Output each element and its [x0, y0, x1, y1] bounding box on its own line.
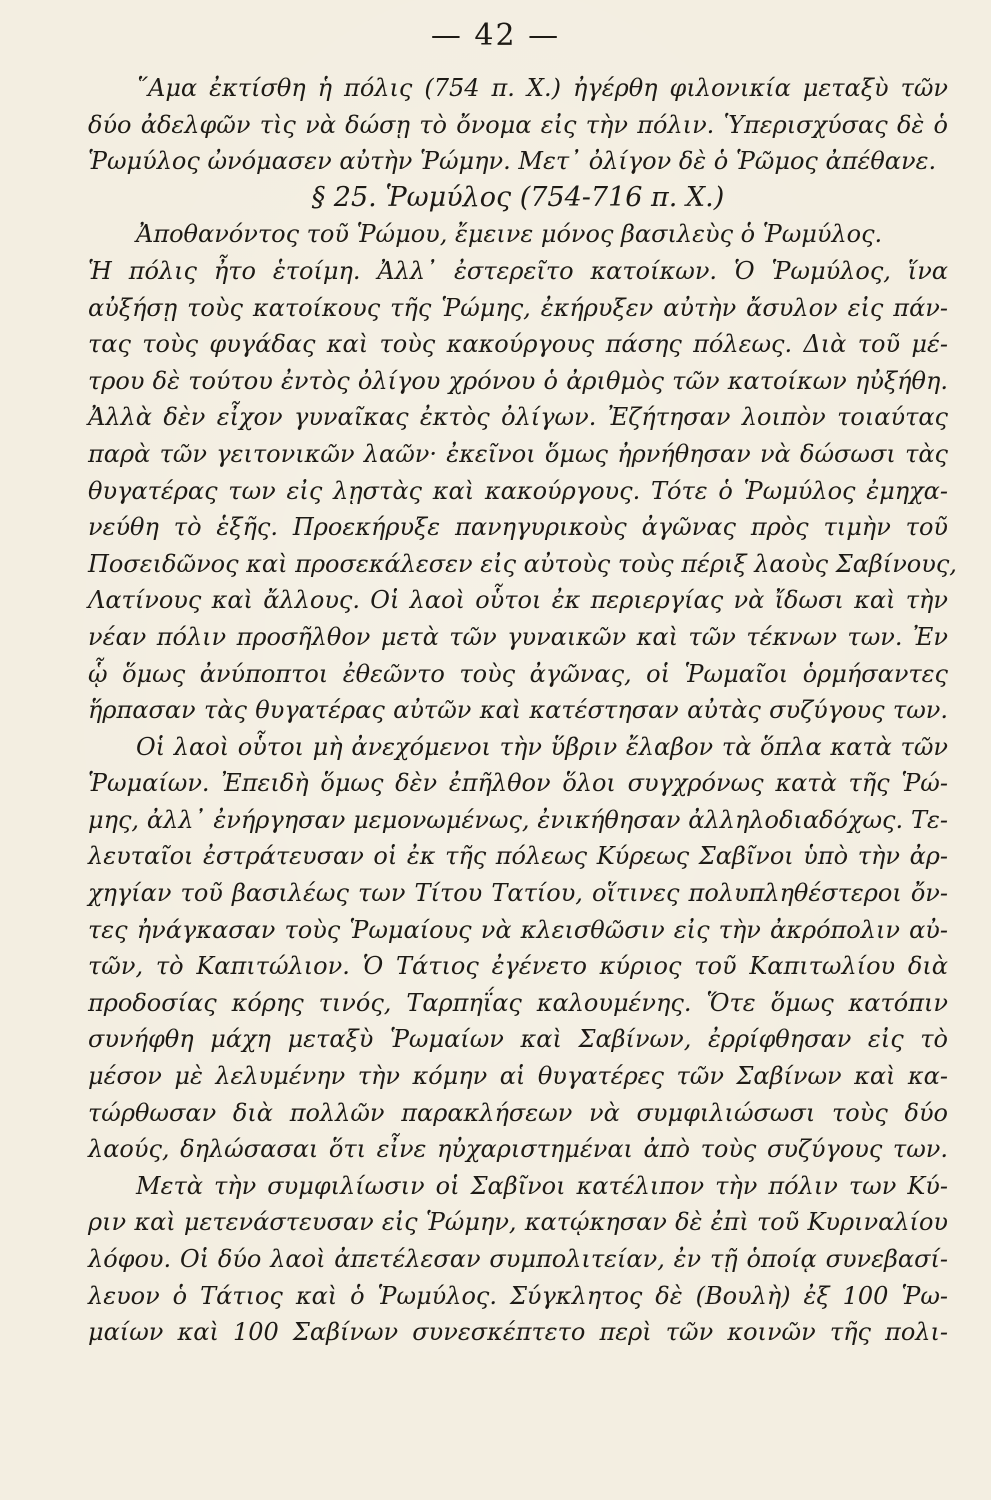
- text-line: τας τοὺς φυγάδας καὶ τοὺς κακούργους πάσης πόλεως. Διὰ τοῦ μέ-: [88, 330, 948, 359]
- text-line: νεύθη τὸ ἑξῆς. Προεκήρυξε πανηγυρικοὺς ἀγῶνας πρὸς τιμὴν τοῦ: [88, 513, 948, 542]
- text-line: παρὰ τῶν γειτονικῶν λαῶν· ἐκεῖνοι ὅμως ἠρνήθησαν νὰ δώσωσι τὰς: [88, 439, 948, 468]
- text-line: Ἀλλὰ δὲν εἶχον γυναῖκας ἐκτὸς ὀλίγων. Ἐζήτησαν λοιπὸν τοιαύτας: [88, 403, 948, 432]
- page-number: — 42 —: [430, 18, 561, 53]
- text-line: Ῥωμαίων. Ἐπειδὴ ὅμως δὲν ἐπῆλθον ὅλοι συγχρόνως κατὰ τῆς Ῥώ-: [88, 769, 948, 798]
- text-line: ῞Αμα ἐκτίσθη ἡ πόλις (754 π. Χ.) ἠγέρθη φιλονικία μεταξὺ τῶν: [136, 74, 948, 102]
- text-line: λευον ὁ Τάτιος καὶ ὁ Ῥωμύλος. Σύγκλητος δὲ (Βουλὴ) ἐξ 100 Ῥω-: [88, 1281, 948, 1310]
- text-line: Ἀποθανόντος τοῦ Ῥώμου, ἔμεινε μόνος βασιλεὺς ὁ Ῥωμύλος.: [136, 220, 883, 249]
- text-line: Μετὰ τὴν συμφιλίωσιν οἱ Σαβῖνοι κατέλιπον τὴν πόλιν των Κύ-: [136, 1171, 948, 1200]
- text-line: χηγίαν τοῦ βασιλέως των Τίτου Τατίου, οἵτινες πολυπληθέστεροι ὄν-: [88, 879, 948, 908]
- text-line: Ἡ πόλις ἦτο ἑτοίμη. Ἀλλ᾽ ἐστερεῖτο κατοίκων. Ὁ Ῥωμύλος, ἵνα: [88, 256, 948, 285]
- text-line: ριν καὶ μετενάστευσαν εἰς Ῥώμην, κατῴκησαν δὲ ἐπὶ τοῦ Κυριναλίου: [88, 1208, 948, 1237]
- text-line: αὐξήσῃ τοὺς κατοίκους τῆς Ῥώμης, ἐκήρυξεν αὐτὴν ἄσυλον εἰς πάν-: [88, 293, 948, 322]
- text-line: Ῥωμύλος ὠνόμασεν αὐτὴν Ῥώμην. Μετ᾽ ὀλίγον δὲ ὁ Ῥῶμος ἀπέθανε.: [88, 147, 937, 176]
- text-line: ᾧ ὅμως ἀνύποπτοι ἐθεῶντο τοὺς ἀγῶνας, οἱ Ῥωμαῖοι ὁρμήσαντες: [88, 659, 948, 688]
- body-text: [88, 70, 957, 1351]
- text-line: τῶν, τὸ Καπιτώλιον. Ὁ Τάτιος ἐγένετο κύριος τοῦ Καπιτωλίου διὰ: [88, 952, 948, 981]
- text-line: μέσον μὲ λελυμένην τὴν κόμην αἱ θυγατέρες τῶν Σαβίνων καὶ κα-: [88, 1062, 948, 1091]
- section-heading: § 25. Ῥωμύλος (754-716 π. Χ.): [311, 181, 725, 213]
- text-line: τες ἠνάγκασαν τοὺς Ῥωμαίους νὰ κλεισθῶσιν εἰς τὴν ἀκρόπολιν αὐ-: [88, 915, 948, 944]
- text-line: Οἱ λαοὶ οὗτοι μὴ ἀνεχόμενοι τὴν ὕβριν ἔλαβον τὰ ὅπλα κατὰ τῶν: [136, 732, 948, 761]
- text-line: τρου δὲ τούτου ἐντὸς ὀλίγου χρόνου ὁ ἀριθμὸς τῶν κατοίκων ηὐξήθη.: [88, 366, 948, 395]
- text-line: Ποσειδῶνος καὶ προσεκάλεσεν εἰς αὐτοὺς τοὺς πέριξ λαοὺς Σαβίνους,: [88, 549, 957, 578]
- text-line: δύο ἀδελφῶν τὶς νὰ δώσῃ τὸ ὄνομα εἰς τὴν πόλιν. Ὑπερισχύσας δὲ ὁ: [88, 110, 948, 139]
- text-line: συνήφθη μάχη μεταξὺ Ῥωμαίων καὶ Σαβίνων, ἐρρίφθησαν εἰς τὸ: [88, 1025, 948, 1054]
- text-line: Λατίνους καὶ ἄλλους. Οἱ λαοὶ οὗτοι ἐκ περιεργίας νὰ ἴδωσι καὶ τὴν: [88, 586, 948, 615]
- text-line: νέαν πόλιν προσῆλθον μετὰ τῶν γυναικῶν καὶ τῶν τέκνων των. Ἐν: [88, 622, 948, 651]
- text-line: προδοσίας κόρης τινός, Ταρπηΐας καλουμένης. Ὅτε ὅμως κατόπιν: [88, 988, 948, 1017]
- text-line: θυγατέρας των εἰς λῃστὰς καὶ κακούργους. Τότε ὁ Ῥωμύλος ἐμηχα-: [88, 476, 948, 505]
- text-line: λευταῖοι ἐστράτευσαν οἱ ἐκ τῆς πόλεως Κύρεως Σαβῖνοι ὑπὸ τὴν ἀρ-: [88, 842, 948, 871]
- text-line: μαίων καὶ 100 Σαβίνων συνεσκέπτετο περὶ τῶν κοινῶν τῆς πολι-: [88, 1318, 948, 1347]
- text-line: ἥρπασαν τὰς θυγατέρας αὐτῶν καὶ κατέστησαν αὐτὰς συζύγους των.: [88, 696, 948, 725]
- text-line: λόφου. Οἱ δύο λαοὶ ἀπετέλεσαν συμπολιτείαν, ἐν τῇ ὁποίᾳ συνεβασί-: [88, 1245, 948, 1273]
- text-line: λαούς, δηλώσασαι ὅτι εἶνε ηὐχαριστημέναι ἀπὸ τοὺς συζύγους των.: [88, 1135, 948, 1164]
- text-line: τώρθωσαν διὰ πολλῶν παρακλήσεων νὰ συμφιλιώσωσι τοὺς δύο: [88, 1098, 948, 1127]
- text-line: μης, ἀλλ᾽ ἐνήργησαν μεμονωμένως, ἐνικήθησαν ἀλληλοδιαδόχως. Τε-: [88, 805, 948, 834]
